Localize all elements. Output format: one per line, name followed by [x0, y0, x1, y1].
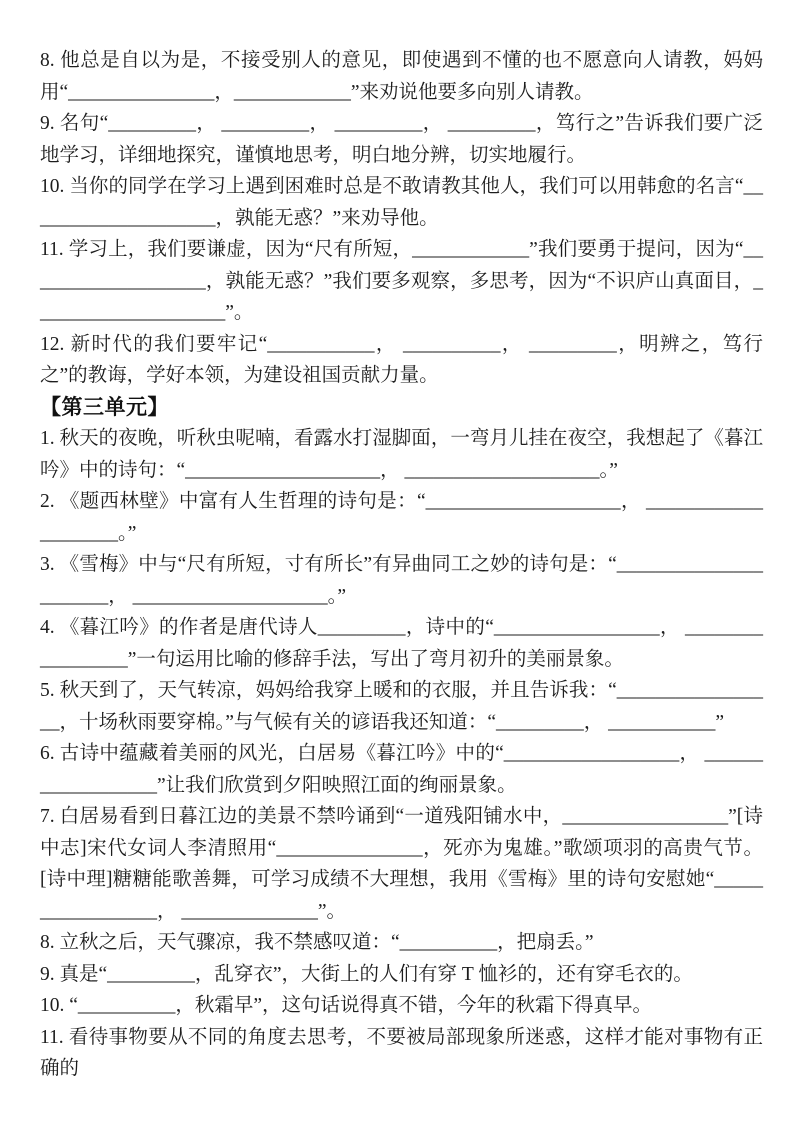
question-u3-7: 7. 白居易看到日暮江边的美景不禁吟诵到“一道残阳铺水中，_________________”[诗中志]宋代女词人李清照用“_______________，死亦为鬼雄。”歌颂项羽的高贵气节。[诗中理]糖糖能歌善舞，可学习成绩不大理想，我用《雪梅》里的诗句安慰她“_________________， ______________”。 — [40, 806, 763, 922]
question-u3-6: 6. 古诗中蕴藏着美丽的风光，白居易《暮江吟》中的“__________________， __________________”让我们欣赏到夕阳映照江面的绚丽景象。 — [40, 743, 763, 796]
question-u3-4: 4. 《暮江吟》的作者是唐代诗人_________，诗中的“_________________， _________________”一句运用比喻的修辞手法，写出了弯月初升的美丽景象。 — [40, 617, 763, 670]
question-u2-8: 8. 他总是自以为是，不接受别人的意见，即使遇到不懂的也不愿意向人请教，妈妈用“_______________，____________”来劝说他要多向别人请教。 — [40, 50, 763, 103]
section-unit3 — [40, 392, 763, 1085]
section-unit2-continued — [40, 45, 763, 392]
question-u3-11: 11. 看待事物要从不同的角度去思考，不要被局部现象所迷惑，这样才能对事物有正确的 — [40, 1026, 763, 1079]
question-u3-3: 3. 《雪梅》中与“尺有所短，寸有所长”有异曲同工之妙的诗句是：“______________________， ____________________。” — [40, 554, 763, 607]
question-u3-2: 2. 《题西林壁》中富有人生哲理的诗句是：“____________________， ____________________。” — [40, 491, 763, 544]
question-u2-11: 11. 学习上，我们要谦虚，因为“尺有所短，____________”我们要勇于提问，因为“___________________，孰能无惑？”我们要多观察，多思考，因为“不识庐山真面目，____________________”。 — [40, 239, 763, 323]
question-u3-9: 9. 真是“_________，乱穿衣”，大街上的人们有穿 T 恤衫的，还有穿毛衣的。 — [40, 963, 693, 985]
question-u3-10: 10. “__________，秋霜早”，这句话说得真不错，今年的秋霜下得真早。 — [40, 995, 653, 1016]
question-u2-9: 9. 名句“_________， _________， _________， _________，笃行之”告诉我们要广泛地学习，详细地探究，谨慎地思考，明白地分辨，切实地履行。 — [40, 113, 763, 166]
question-u3-5: 5. 秋天到了，天气转凉，妈妈给我穿上暖和的衣服，并且告诉我：“_________________，十场秋雨要穿棉。”与气候有关的谚语我还知道：“_________， ___________” — [40, 680, 763, 733]
question-u2-12: 12. 新时代的我们要牢记“___________， __________， _________，明辨之，笃行之”的教诲，学好本领，为建设祖国贡献力量。 — [40, 333, 763, 386]
question-u3-1: 1. 秋天的夜晚，听秋虫呢喃，看露水打湿脚面，一弯月儿挂在夜空，我想起了《暮江吟》中的诗句：“____________________， ____________________。” — [40, 428, 763, 481]
unit3-heading: 【第三单元】 — [40, 395, 169, 419]
question-u3-8: 8. 立秋之后，天气骤凉，我不禁感叹道：“__________，把扇丢。” — [40, 932, 594, 953]
question-u2-10: 10. 当你的同学在学习上遇到困难时总是不敢请教其他人，我们可以用韩愈的名言“____________________，孰能无惑？”来劝导他。 — [40, 176, 763, 229]
